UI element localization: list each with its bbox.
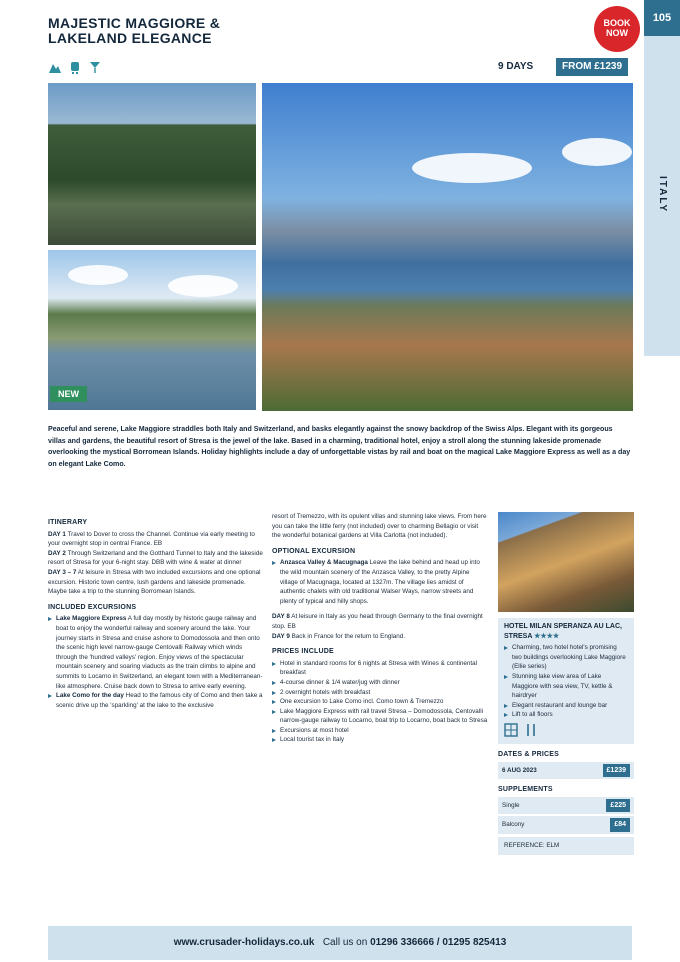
country-label: ITALY: [657, 176, 668, 214]
date-row: 6 AUG 2023 £1239: [498, 762, 634, 780]
restaurant-icon: [524, 723, 538, 737]
column-details: [272, 512, 488, 745]
hotel-amenity-icons: [504, 723, 628, 737]
title-line-2: LAKELAND ELEGANCE: [48, 30, 212, 46]
hotel-stars: ★★★★: [534, 632, 560, 640]
duration-label: 9 DAYS: [498, 61, 534, 72]
footer-contact: [48, 926, 632, 960]
hotel-feature: Elegant restaurant and lounge bar: [504, 701, 628, 711]
title-line-1: MAJESTIC MAGGIORE &: [48, 15, 221, 31]
optional-heading: OPTIONAL EXCURSION: [272, 547, 356, 555]
included-item: Lake Como for the day Head to the famous city of Como and then take a scenic drive up the 'sparkling' at the lake to the exclusive: [48, 691, 264, 710]
price-item: 2 overnight hotels with breakfast: [272, 688, 488, 698]
price-item: One excursion to Lake Como incl. Como town & Tremezzo: [272, 697, 488, 707]
mountain-icon: [48, 60, 62, 74]
day-3-7: DAY 3 – 7 At leisure in Stresa with two included excursions and one optional excursion. Historic town centre, lush gardens and lakeside promenade. Maybe take a trip to the stunning Borromean Islands.: [48, 568, 261, 596]
hotel-photo: [498, 512, 634, 612]
price-item: Lake Maggiore Express with rail travel Stresa – Domodossola, Centovalli narrow-gauge railway to Locarno, boat trip to Locarno, boat back to Stresa: [272, 707, 488, 726]
day-1: DAY 1 Travel to Dover to cross the Channel. Continue via early meeting to your overnight stop in central France. EB: [48, 530, 255, 548]
supplements-heading: SUPPLEMENTS: [498, 786, 553, 794]
day-9: DAY 9 Back in France for the return to England.: [272, 632, 406, 640]
price-item: 4-course dinner & 1/4 water/jug with dinner: [272, 678, 488, 688]
included-item: Lake Maggiore Express A full day mostly by historic gauge railway and boat to enjoy the wonderful railway and scenery around the lake. Your journey starts in Stresa and cruise ashore to Domodossola and then onto the scenic high level narrow-gauge Centovalli Railway which winds through the 'hundred valleys' region. Enjoy views of the spectacular mountain scenery and soaring viaducts as the train climbs to alpine and summits to Locarno in Switzerland, an elegant town with a Mediterranean-like atmosphere. Cruise back down to Stresa to arrive early evening.: [48, 614, 264, 691]
price-item: Local tourist tax in Italy: [272, 735, 488, 745]
reference-code: REFERENCE: ELM: [498, 837, 634, 855]
page-title: [48, 16, 220, 46]
train-icon: [68, 60, 82, 74]
hotel-name: HOTEL MILAN SPERANZA AU LAC, STRESA ★★★★: [504, 623, 622, 640]
website-link[interactable]: www.crusader-holidays.co.uk: [173, 937, 315, 948]
day-8: DAY 8 At leisure in Italy as you head through Germany to the final overnight stop. EB: [272, 613, 483, 630]
supplement-row: Balcony £84: [498, 816, 634, 834]
photo-train-lake: [48, 83, 256, 245]
feature-icons: [48, 60, 102, 74]
phone-numbers[interactable]: 01296 336666 / 01295 825413: [370, 937, 507, 948]
price-item: Excursions at most hotel: [272, 726, 488, 736]
day-2: DAY 2 Through Switzerland and the Gotthard Tunnel to Italy and the lakeside resort of Stresa for your 6-night stay. DBB with wine & water at dinner: [48, 549, 263, 567]
intro-text: Peaceful and serene, Lake Maggiore straddles both Italy and Switzerland, and basks elegantly against the snowy backdrop of the Swiss Alps. Elegant with its gorgeous villas and gardens, the beautiful resort of Stresa is the jewel of the lake. Based in a charming, traditional hotel, enjoy a stroll along the stunning lakeside promenade overlooking the mystical Borromean Islands. Holiday highlights include a day of unforgettable vistas by rail and boat on the magical Lake Maggiore Express as well as a day on elegant Lake Como.: [48, 425, 631, 468]
prices-include-heading: PRICES INCLUDE: [272, 648, 334, 656]
cocktail-icon: [88, 60, 102, 74]
new-badge: NEW: [50, 386, 87, 402]
now-label: NOW: [606, 28, 628, 38]
column-itinerary: [48, 512, 264, 710]
book-now-button[interactable]: [594, 6, 640, 52]
page-number: 105: [644, 0, 680, 36]
price-badge: FROM £1239: [556, 58, 628, 76]
grid-icon: [504, 723, 518, 737]
price-item: Hotel in standard rooms for 6 nights at Stresa with Wines & continental breakfast: [272, 659, 488, 678]
hotel-feature: Stunning lake view area of Lake Maggiore with sea view, TV, kettle & hairdryer: [504, 672, 628, 701]
book-label: BOOK: [603, 18, 631, 28]
continued-text: resort of Tremezzo, with its opulent villas and stunning lake views. From here you can take the little ferry (not included) over to charming Bellagio or visit the wonderful botanical gardens at Villa Carlotta (not included).: [272, 513, 487, 540]
hotel-feature: Charming, two hotel hotel's promising two buildings overlooking Lake Maggiore (Ellie series): [504, 643, 628, 672]
dates-heading: DATES & PRICES: [498, 750, 560, 758]
photo-stresa-panorama: [262, 83, 633, 411]
hotel-box: [498, 618, 634, 744]
itinerary-heading: ITINERARY: [48, 519, 88, 526]
hotel-feature: Lift to all floors: [504, 710, 628, 720]
call-label: Call us on: [322, 937, 368, 948]
included-heading: INCLUDED EXCURSIONS: [48, 603, 137, 611]
optional-item: Anzasca Valley & Macugnaga Leave the lake behind and head up into the wild mountain scenery of the Anzasca Valley, to the pretty Alpine village of Macugnaga, located at 1327m. The village lies amidst of authentic chalets with old traditional Walser Ways, narrow streets and plenty of typical and hilly shops.: [272, 558, 488, 606]
column-hotel: [498, 512, 634, 855]
supplement-row: Single £225: [498, 797, 634, 815]
